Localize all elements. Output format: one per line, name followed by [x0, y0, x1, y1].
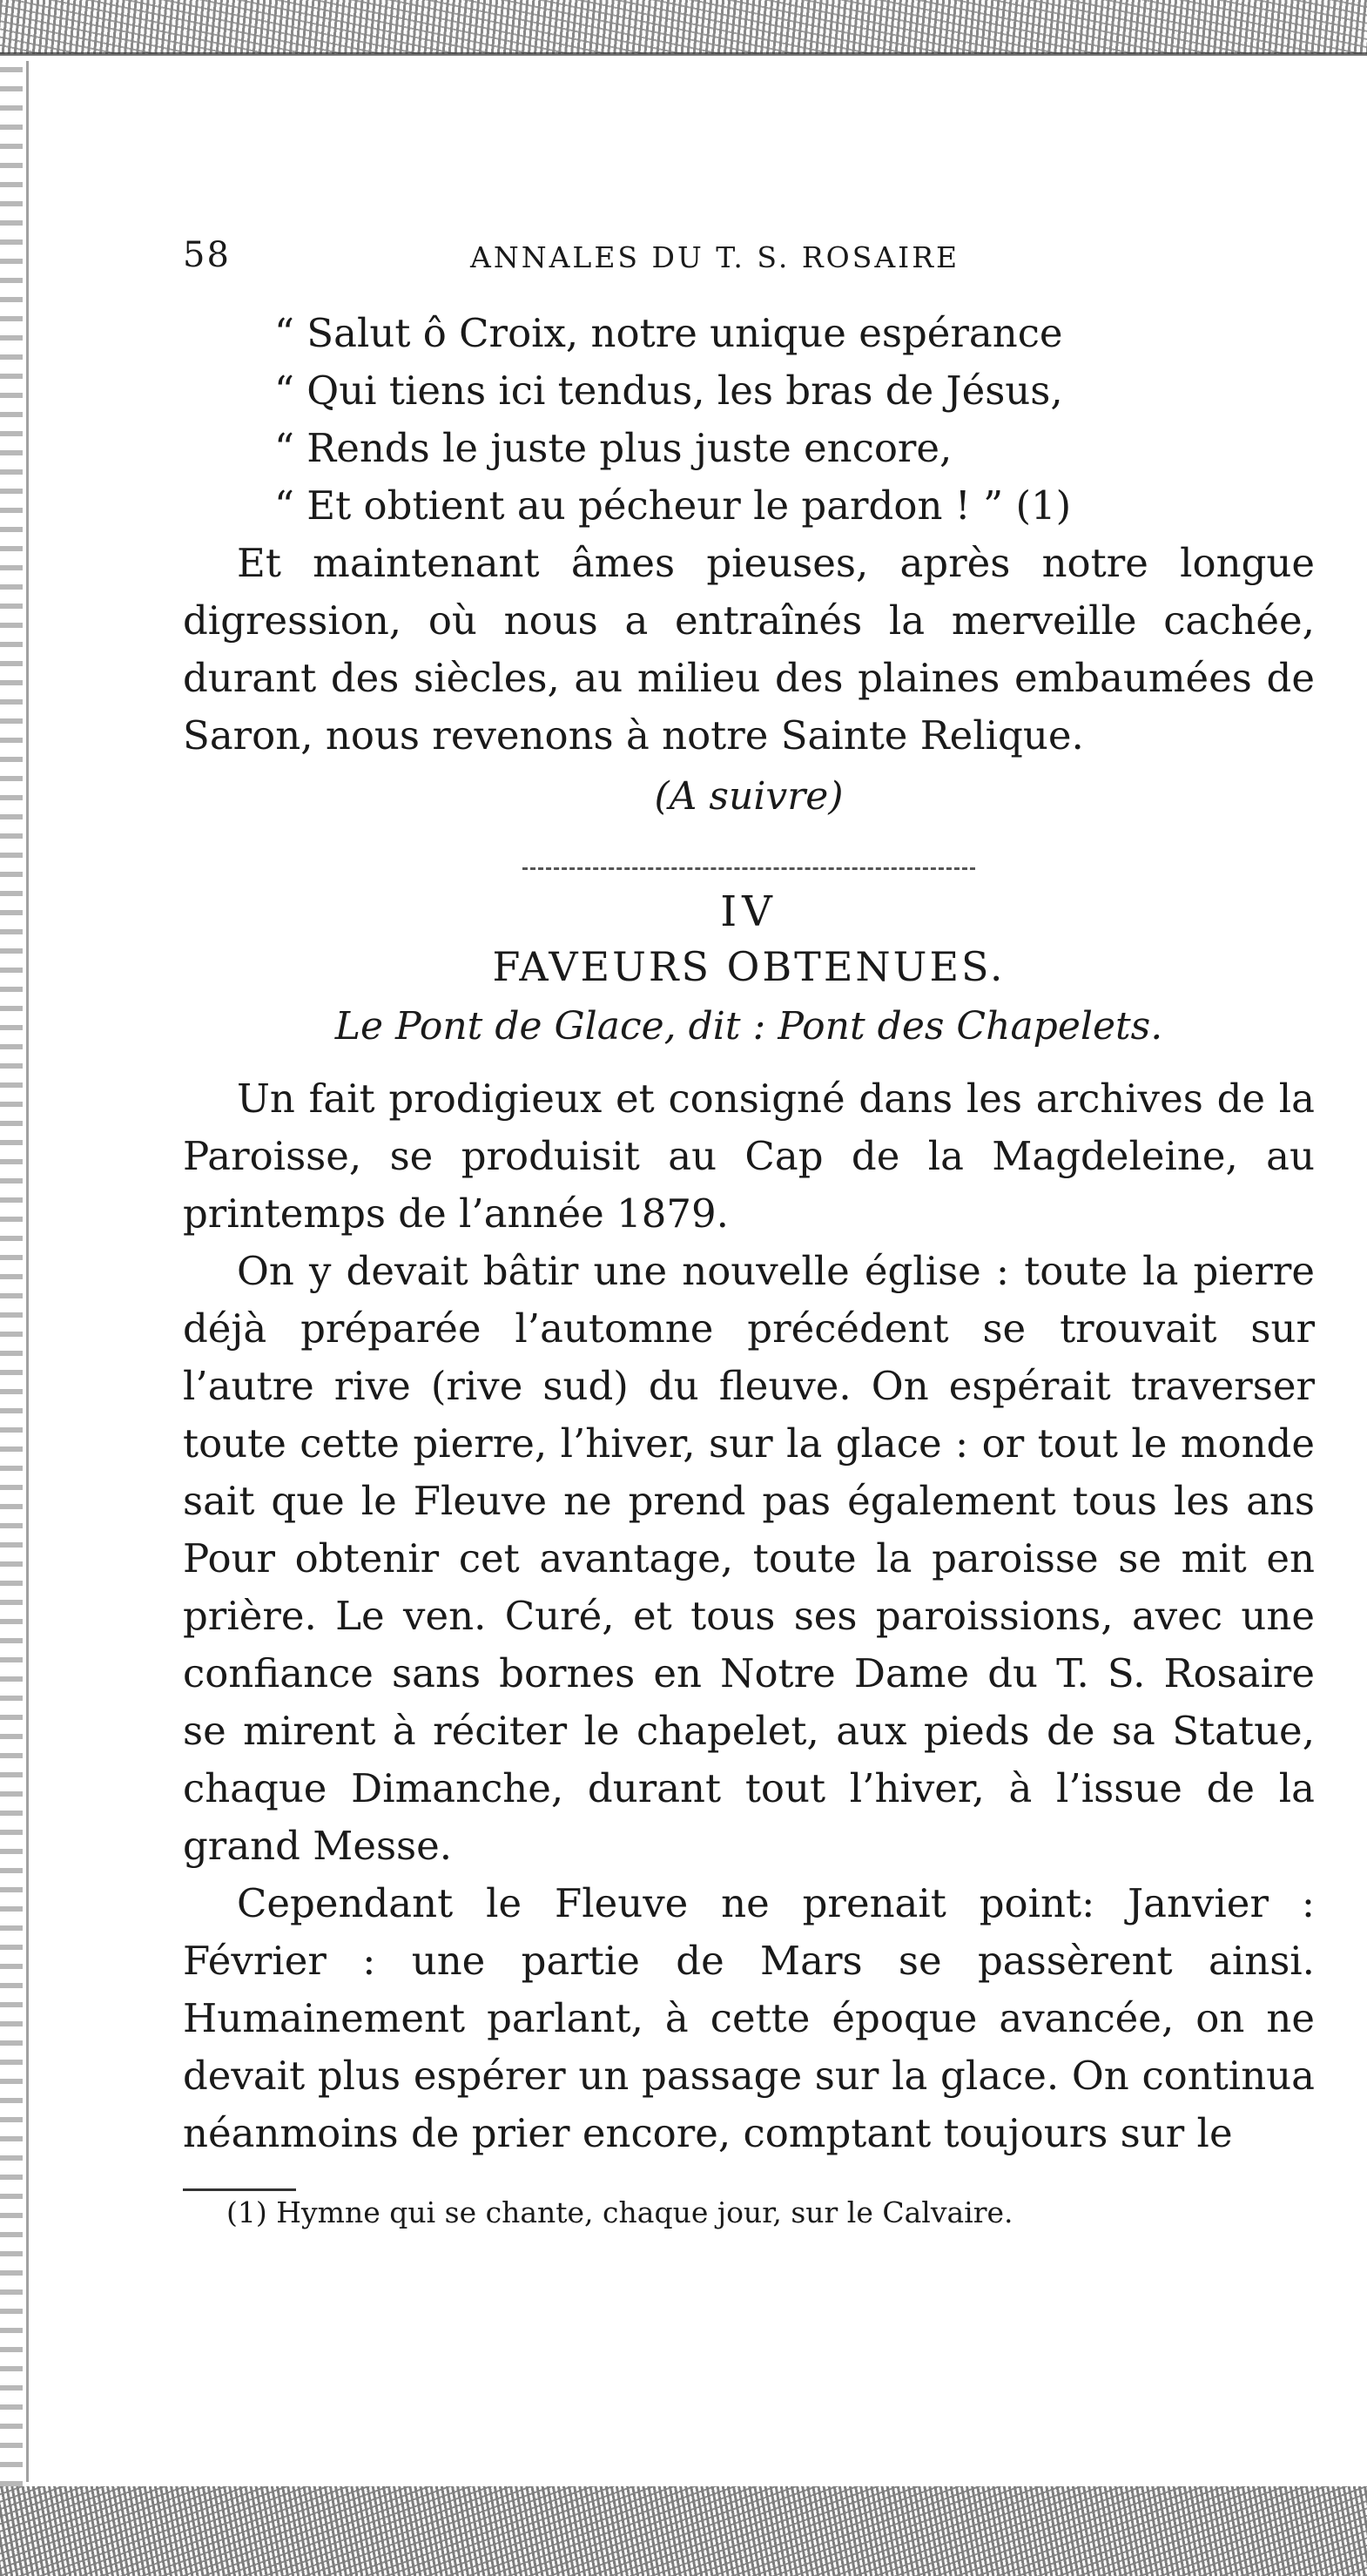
verse-line: “ Et obtient au pécheur le pardon ! ” (1) [274, 482, 1072, 529]
to-be-continued: (A suivre) [654, 774, 844, 819]
section-number: IV [720, 887, 778, 936]
paragraph-nouvelle-eglise: On y devait bâtir une nouvelle église : toute la pierre déjà préparée l’automne précédent se trouvait sur l’autre rive (rive sud) du fleuve. On espérait traverser toute cette pierre, l’hiver, sur la glace : or tout le monde sait que le Fleuve ne prend pas également tous les ans Pour obtenir cet avantage, toute la paroisse se mit en prière. Le ven. Curé, et tous ses paroissions, avec une confiance sans bornes en Notre Dame du T. S. Rosaire se mirent à réciter le chapelet, aux pieds de sa Statue, chaque Dimanche, durant tout l’hiver, à l’issue de la grand Messe. [183, 1248, 1315, 1869]
scan-border-top [0, 0, 1367, 54]
section-title: FAVEURS OBTENUES. [492, 943, 1006, 990]
book-page [183, 235, 1315, 2235]
page-number: 58 [183, 235, 231, 275]
verse-line: “ Rends le juste plus juste encore, [274, 425, 953, 471]
verse-line: “ Salut ô Croix, notre unique espérance [274, 310, 1063, 356]
scan-border-bottom [0, 2486, 1367, 2576]
paragraph-fait-prodigieux: Un fait prodigieux et consigné dans les archives de la Paroisse, se produisit au Cap de la Magdeleine, au printemps de l’année 1879. [183, 1076, 1315, 1237]
section-divider [522, 867, 975, 870]
section-subtitle: Le Pont de Glace, dit : Pont des Chapelets. [334, 1004, 1163, 1049]
verse-line: “ Qui tiens ici tendus, les bras de Jésus, [274, 368, 1063, 414]
page-header [183, 235, 1315, 287]
paragraph-cependant: Cependant le Fleuve ne prenait point: Janvier : Février : une partie de Mars se passèrent ainsi. Humainement parlant, à cette époque avancée, on ne devait plus espérer un passage sur la glace. On continua néanmoins de prier encore, comptant toujours sur le [183, 1880, 1315, 2156]
scan-edge-line [0, 52, 1367, 56]
paragraph-digression: Et maintenant âmes pieuses, après notre longue digression, où nous a entraînés la merveille cachée, durant des siècles, au milieu des plaines embaumées de Saron, nous revenons à notre Sainte Relique. [183, 540, 1315, 759]
running-title: ANNALES DU T. S. ROSAIRE [470, 240, 960, 274]
scan-binding-edge [26, 61, 29, 2482]
hymn-verse [274, 305, 1315, 535]
footnote: (1) Hymne qui se chante, chaque jour, sur le Calvaire. [226, 2195, 1013, 2229]
scan-border-left [0, 54, 23, 2486]
